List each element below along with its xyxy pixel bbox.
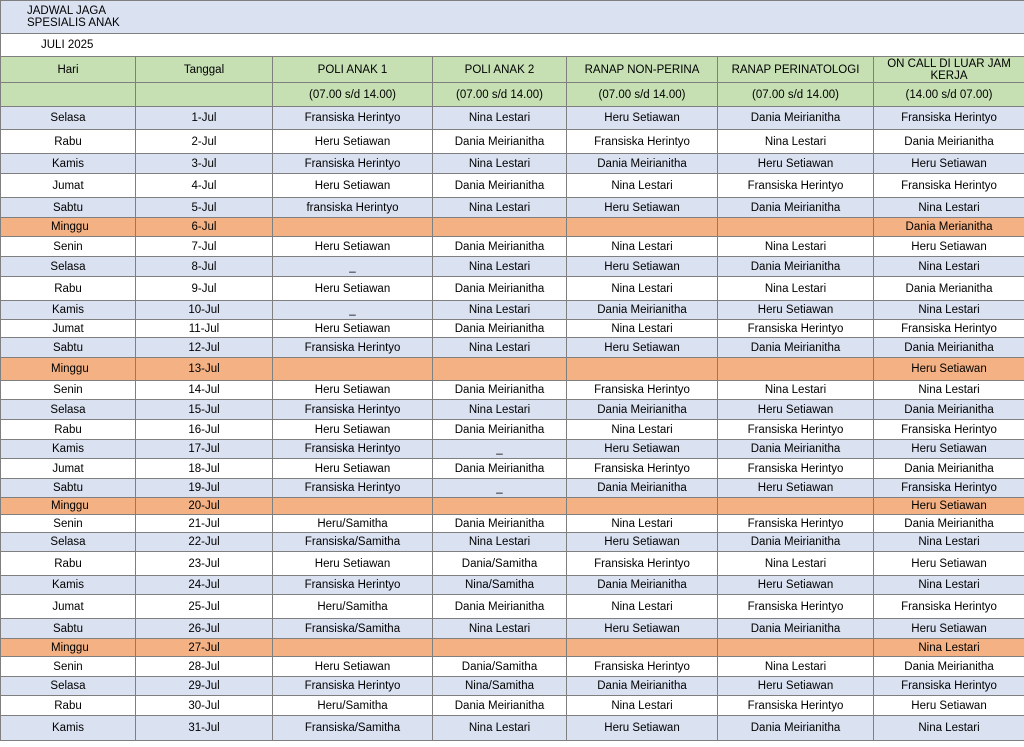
table-row	[1, 257, 1024, 277]
cell-poli-anak-2: Dania Meirianitha	[433, 595, 567, 619]
cell-poli-anak-2: Nina Lestari	[433, 257, 567, 277]
cell-ranap-perinatologi: Fransiska Herintyo	[718, 420, 874, 440]
cell-ranap-perinatologi: Fransiska Herintyo	[718, 515, 874, 533]
cell-ranap-perinatologi: Heru Setiawan	[718, 576, 874, 595]
cell-ranap-non-perina: Nina Lestari	[567, 320, 718, 338]
cell-day: Rabu	[1, 696, 136, 716]
cell-on-call: Nina Lestari	[874, 257, 1024, 277]
cell-date: 6-Jul	[136, 218, 273, 237]
table-row	[1, 154, 1024, 174]
cell-poli-anak-1: Heru Setiawan	[273, 657, 433, 677]
cell-on-call: Nina Lestari	[874, 576, 1024, 595]
cell-ranap-non-perina: Nina Lestari	[567, 595, 718, 619]
cell-on-call: Nina Lestari	[874, 381, 1024, 400]
cell-poli-anak-2: Dania Meirianitha	[433, 515, 567, 533]
table-row	[1, 677, 1024, 696]
cell-day: Jumat	[1, 459, 136, 479]
cell-on-call: Fransiska Herintyo	[874, 479, 1024, 498]
cell-date: 29-Jul	[136, 677, 273, 696]
cell-ranap-non-perina: Fransiska Herintyo	[567, 552, 718, 576]
cell-poli-anak-1	[273, 218, 433, 237]
cell-ranap-perinatologi: Heru Setiawan	[718, 301, 874, 320]
cell-on-call: Dania Meirianitha	[874, 130, 1024, 154]
cell-poli-anak-1: Heru/Samitha	[273, 696, 433, 716]
cell-on-call: Nina Lestari	[874, 301, 1024, 320]
cell-ranap-non-perina: Nina Lestari	[567, 515, 718, 533]
cell-date: 7-Jul	[136, 237, 273, 257]
cell-poli-anak-1: _	[273, 301, 433, 320]
table-row	[1, 400, 1024, 420]
cell-on-call: Heru Setiawan	[874, 358, 1024, 381]
cell-ranap-non-perina: Nina Lestari	[567, 420, 718, 440]
cell-poli-anak-2: Dania Meirianitha	[433, 381, 567, 400]
cell-ranap-perinatologi: Nina Lestari	[718, 552, 874, 576]
cell-poli-anak-1: Fransiska Herintyo	[273, 107, 433, 130]
cell-date: 15-Jul	[136, 400, 273, 420]
cell-on-call: Heru Setiawan	[874, 237, 1024, 257]
cell-poli-anak-2	[433, 498, 567, 515]
cell-day: Rabu	[1, 420, 136, 440]
cell-date: 2-Jul	[136, 130, 273, 154]
hours-poli-anak-2: (07.00 s/d 14.00)	[433, 83, 567, 107]
cell-date: 19-Jul	[136, 479, 273, 498]
cell-ranap-perinatologi: Dania Meirianitha	[718, 533, 874, 552]
cell-ranap-non-perina: Fransiska Herintyo	[567, 459, 718, 479]
cell-on-call: Heru Setiawan	[874, 498, 1024, 515]
cell-ranap-non-perina: Heru Setiawan	[567, 107, 718, 130]
table-row	[1, 320, 1024, 338]
cell-day: Minggu	[1, 358, 136, 381]
cell-date: 16-Jul	[136, 420, 273, 440]
cell-on-call: Dania Merianitha	[874, 218, 1024, 237]
cell-on-call: Heru Setiawan	[874, 619, 1024, 639]
cell-ranap-non-perina: Dania Meirianitha	[567, 479, 718, 498]
cell-day: Kamis	[1, 440, 136, 459]
cell-poli-anak-1: Heru Setiawan	[273, 459, 433, 479]
cell-poli-anak-2	[433, 639, 567, 657]
cell-poli-anak-2: Nina Lestari	[433, 716, 567, 741]
cell-poli-anak-2	[433, 358, 567, 381]
cell-poli-anak-2: Dania Meirianitha	[433, 420, 567, 440]
cell-poli-anak-1: Heru Setiawan	[273, 320, 433, 338]
cell-day: Senin	[1, 657, 136, 677]
cell-ranap-perinatologi: Heru Setiawan	[718, 154, 874, 174]
cell-on-call: Fransiska Herintyo	[874, 107, 1024, 130]
table-row	[1, 198, 1024, 218]
cell-poli-anak-2: Dania/Samitha	[433, 552, 567, 576]
cell-ranap-non-perina: Dania Meirianitha	[567, 677, 718, 696]
cell-date: 17-Jul	[136, 440, 273, 459]
hours-hari	[1, 83, 136, 107]
cell-poli-anak-2: Dania Meirianitha	[433, 237, 567, 257]
title-line-1: JADWAL JAGA	[27, 5, 107, 17]
cell-ranap-non-perina	[567, 358, 718, 381]
cell-day: Selasa	[1, 257, 136, 277]
cell-day: Minggu	[1, 639, 136, 657]
cell-poli-anak-1	[273, 639, 433, 657]
cell-ranap-non-perina: Fransiska Herintyo	[567, 657, 718, 677]
cell-ranap-non-perina: Fransiska Herintyo	[567, 130, 718, 154]
table-row	[1, 619, 1024, 639]
month-row	[1, 34, 1024, 57]
cell-poli-anak-2: Dania Meirianitha	[433, 130, 567, 154]
cell-poli-anak-1: Fransiska Herintyo	[273, 154, 433, 174]
cell-poli-anak-1: Fransiska Herintyo	[273, 479, 433, 498]
cell-ranap-non-perina	[567, 218, 718, 237]
cell-day: Senin	[1, 515, 136, 533]
cell-date: 12-Jul	[136, 338, 273, 358]
cell-day: Jumat	[1, 174, 136, 198]
cell-on-call: Dania Meirianitha	[874, 338, 1024, 358]
cell-on-call: Nina Lestari	[874, 639, 1024, 657]
cell-ranap-perinatologi: Dania Meirianitha	[718, 716, 874, 741]
cell-on-call: Dania Meirianitha	[874, 459, 1024, 479]
cell-ranap-perinatologi: Nina Lestari	[718, 381, 874, 400]
cell-on-call: Heru Setiawan	[874, 154, 1024, 174]
cell-ranap-perinatologi: Nina Lestari	[718, 130, 874, 154]
cell-ranap-non-perina: Nina Lestari	[567, 696, 718, 716]
cell-on-call: Dania Meirianitha	[874, 657, 1024, 677]
cell-ranap-perinatologi: Heru Setiawan	[718, 400, 874, 420]
cell-date: 23-Jul	[136, 552, 273, 576]
cell-day: Kamis	[1, 301, 136, 320]
cell-day: Senin	[1, 237, 136, 257]
cell-ranap-perinatologi: Fransiska Herintyo	[718, 320, 874, 338]
cell-on-call: Dania Meirianitha	[874, 400, 1024, 420]
cell-date: 14-Jul	[136, 381, 273, 400]
hours-tanggal	[136, 83, 273, 107]
hours-ranap-non-perina: (07.00 s/d 14.00)	[567, 83, 718, 107]
cell-ranap-non-perina: Heru Setiawan	[567, 338, 718, 358]
cell-date: 9-Jul	[136, 277, 273, 301]
header-tanggal: Tanggal	[136, 57, 273, 83]
table-row	[1, 301, 1024, 320]
cell-ranap-non-perina: Fransiska Herintyo	[567, 381, 718, 400]
cell-date: 3-Jul	[136, 154, 273, 174]
hours-on-call: (14.00 s/d 07.00)	[874, 83, 1024, 107]
cell-ranap-perinatologi: Heru Setiawan	[718, 479, 874, 498]
cell-day: Selasa	[1, 677, 136, 696]
cell-poli-anak-1: Fransiska Herintyo	[273, 440, 433, 459]
table-row	[1, 130, 1024, 154]
cell-ranap-non-perina: Nina Lestari	[567, 277, 718, 301]
table-row	[1, 696, 1024, 716]
cell-ranap-non-perina	[567, 639, 718, 657]
cell-poli-anak-1: Heru Setiawan	[273, 237, 433, 257]
cell-day: Selasa	[1, 533, 136, 552]
cell-ranap-perinatologi: Dania Meirianitha	[718, 338, 874, 358]
cell-poli-anak-2: Dania/Samitha	[433, 657, 567, 677]
cell-poli-anak-1: Heru Setiawan	[273, 277, 433, 301]
cell-on-call: Dania Meirianitha	[874, 515, 1024, 533]
cell-ranap-perinatologi: Nina Lestari	[718, 277, 874, 301]
cell-poli-anak-2: Nina Lestari	[433, 107, 567, 130]
cell-ranap-non-perina: Heru Setiawan	[567, 198, 718, 218]
table-row	[1, 218, 1024, 237]
header-hari: Hari	[1, 57, 136, 83]
cell-ranap-perinatologi: Fransiska Herintyo	[718, 696, 874, 716]
cell-poli-anak-2	[433, 218, 567, 237]
cell-day: Rabu	[1, 277, 136, 301]
hours-row	[1, 83, 1024, 107]
cell-day: Kamis	[1, 716, 136, 741]
cell-poli-anak-2: Nina Lestari	[433, 533, 567, 552]
cell-ranap-non-perina: Dania Meirianitha	[567, 400, 718, 420]
cell-ranap-non-perina: Nina Lestari	[567, 174, 718, 198]
table-row	[1, 358, 1024, 381]
cell-ranap-perinatologi: Dania Meirianitha	[718, 619, 874, 639]
cell-day: Jumat	[1, 320, 136, 338]
cell-date: 10-Jul	[136, 301, 273, 320]
cell-date: 1-Jul	[136, 107, 273, 130]
cell-on-call: Heru Setiawan	[874, 552, 1024, 576]
cell-date: 31-Jul	[136, 716, 273, 741]
table-row	[1, 381, 1024, 400]
cell-poli-anak-1: Fransiska/Samitha	[273, 533, 433, 552]
cell-ranap-perinatologi	[718, 358, 874, 381]
cell-ranap-perinatologi: Nina Lestari	[718, 657, 874, 677]
cell-poli-anak-1: Fransiska Herintyo	[273, 338, 433, 358]
cell-ranap-perinatologi: Dania Meirianitha	[718, 198, 874, 218]
cell-on-call: Fransiska Herintyo	[874, 320, 1024, 338]
cell-day: Sabtu	[1, 338, 136, 358]
cell-date: 22-Jul	[136, 533, 273, 552]
cell-day: Selasa	[1, 400, 136, 420]
cell-on-call: Fransiska Herintyo	[874, 174, 1024, 198]
cell-on-call: Nina Lestari	[874, 716, 1024, 741]
cell-date: 20-Jul	[136, 498, 273, 515]
cell-day: Kamis	[1, 576, 136, 595]
cell-ranap-perinatologi	[718, 218, 874, 237]
cell-ranap-perinatologi	[718, 498, 874, 515]
table-row	[1, 576, 1024, 595]
cell-on-call: Fransiska Herintyo	[874, 595, 1024, 619]
cell-day: Jumat	[1, 595, 136, 619]
cell-day: Senin	[1, 381, 136, 400]
cell-day: Sabtu	[1, 198, 136, 218]
cell-poli-anak-1: Fransiska Herintyo	[273, 677, 433, 696]
cell-poli-anak-2: Dania Meirianitha	[433, 277, 567, 301]
cell-poli-anak-2: Nina/Samitha	[433, 677, 567, 696]
table-row	[1, 277, 1024, 301]
cell-ranap-perinatologi: Dania Meirianitha	[718, 440, 874, 459]
cell-day: Rabu	[1, 552, 136, 576]
cell-day: Sabtu	[1, 479, 136, 498]
cell-poli-anak-2: Dania Meirianitha	[433, 696, 567, 716]
cell-poli-anak-2: Dania Meirianitha	[433, 459, 567, 479]
cell-date: 18-Jul	[136, 459, 273, 479]
cell-date: 30-Jul	[136, 696, 273, 716]
cell-ranap-perinatologi: Fransiska Herintyo	[718, 595, 874, 619]
sheet-title	[1, 1, 1024, 34]
table-row	[1, 498, 1024, 515]
header-poli-anak-2: POLI ANAK 2	[433, 57, 567, 83]
cell-ranap-perinatologi: Dania Meirianitha	[718, 107, 874, 130]
cell-ranap-non-perina: Heru Setiawan	[567, 619, 718, 639]
table-row	[1, 174, 1024, 198]
cell-poli-anak-2: _	[433, 440, 567, 459]
cell-ranap-non-perina: Dania Meirianitha	[567, 154, 718, 174]
cell-poli-anak-1: Heru/Samitha	[273, 515, 433, 533]
cell-poli-anak-2: Nina Lestari	[433, 301, 567, 320]
cell-date: 27-Jul	[136, 639, 273, 657]
cell-ranap-perinatologi: Fransiska Herintyo	[718, 174, 874, 198]
cell-poli-anak-1: fransiska Herintyo	[273, 198, 433, 218]
title-row	[1, 1, 1024, 34]
cell-poli-anak-1: Heru Setiawan	[273, 381, 433, 400]
cell-poli-anak-1: Fransiska/Samitha	[273, 716, 433, 741]
cell-date: 11-Jul	[136, 320, 273, 338]
cell-poli-anak-1: Fransiska Herintyo	[273, 576, 433, 595]
cell-poli-anak-2: Dania Meirianitha	[433, 320, 567, 338]
cell-day: Sabtu	[1, 619, 136, 639]
cell-ranap-perinatologi	[718, 639, 874, 657]
cell-poli-anak-1: Heru Setiawan	[273, 420, 433, 440]
cell-poli-anak-1: Heru Setiawan	[273, 174, 433, 198]
table-row	[1, 237, 1024, 257]
cell-on-call: Nina Lestari	[874, 533, 1024, 552]
table-row	[1, 459, 1024, 479]
table-row	[1, 107, 1024, 130]
cell-ranap-perinatologi: Heru Setiawan	[718, 677, 874, 696]
cell-ranap-non-perina: Heru Setiawan	[567, 257, 718, 277]
cell-poli-anak-1: _	[273, 257, 433, 277]
cell-date: 4-Jul	[136, 174, 273, 198]
cell-ranap-perinatologi: Dania Meirianitha	[718, 257, 874, 277]
cell-on-call: Heru Setiawan	[874, 696, 1024, 716]
title-line-2: SPESIALIS ANAK	[27, 17, 120, 29]
header-on-call: ON CALL DI LUAR JAM KERJA	[874, 57, 1024, 83]
cell-on-call: Dania Merianitha	[874, 277, 1024, 301]
table-row	[1, 533, 1024, 552]
cell-date: 5-Jul	[136, 198, 273, 218]
cell-poli-anak-1: Fransiska Herintyo	[273, 400, 433, 420]
cell-on-call: Nina Lestari	[874, 198, 1024, 218]
cell-ranap-non-perina: Heru Setiawan	[567, 716, 718, 741]
table-row	[1, 657, 1024, 677]
cell-ranap-perinatologi: Fransiska Herintyo	[718, 459, 874, 479]
cell-poli-anak-2: Nina Lestari	[433, 400, 567, 420]
header-row	[1, 57, 1024, 83]
table-row	[1, 440, 1024, 459]
cell-poli-anak-1	[273, 498, 433, 515]
cell-poli-anak-2: Nina Lestari	[433, 198, 567, 218]
cell-date: 13-Jul	[136, 358, 273, 381]
cell-poli-anak-2: Nina Lestari	[433, 154, 567, 174]
cell-date: 8-Jul	[136, 257, 273, 277]
cell-poli-anak-2: Nina Lestari	[433, 338, 567, 358]
cell-on-call: Fransiska Herintyo	[874, 677, 1024, 696]
cell-poli-anak-1: Heru Setiawan	[273, 130, 433, 154]
cell-ranap-non-perina: Dania Meirianitha	[567, 576, 718, 595]
cell-poli-anak-1: Heru Setiawan	[273, 552, 433, 576]
cell-poli-anak-2: _	[433, 479, 567, 498]
cell-date: 25-Jul	[136, 595, 273, 619]
cell-day: Rabu	[1, 130, 136, 154]
header-ranap-perinatologi: RANAP PERINATOLOGI	[718, 57, 874, 83]
cell-on-call: Fransiska Herintyo	[874, 420, 1024, 440]
cell-day: Minggu	[1, 218, 136, 237]
cell-poli-anak-2: Dania Meirianitha	[433, 174, 567, 198]
cell-poli-anak-2: Nina Lestari	[433, 619, 567, 639]
hours-poli-anak-1: (07.00 s/d 14.00)	[273, 83, 433, 107]
cell-poli-anak-1: Heru/Samitha	[273, 595, 433, 619]
cell-ranap-non-perina: Heru Setiawan	[567, 440, 718, 459]
cell-date: 24-Jul	[136, 576, 273, 595]
month-label: JULI 2025	[1, 34, 1024, 57]
table-row	[1, 639, 1024, 657]
cell-date: 26-Jul	[136, 619, 273, 639]
cell-ranap-non-perina: Dania Meirianitha	[567, 301, 718, 320]
table-row	[1, 479, 1024, 498]
table-row	[1, 338, 1024, 358]
cell-poli-anak-1: Fransiska/Samitha	[273, 619, 433, 639]
cell-ranap-non-perina	[567, 498, 718, 515]
header-poli-anak-1: POLI ANAK 1	[273, 57, 433, 83]
cell-day: Kamis	[1, 154, 136, 174]
cell-ranap-non-perina: Nina Lestari	[567, 237, 718, 257]
table-row	[1, 552, 1024, 576]
table-row	[1, 595, 1024, 619]
cell-poli-anak-1	[273, 358, 433, 381]
table-row	[1, 716, 1024, 741]
cell-date: 21-Jul	[136, 515, 273, 533]
hours-ranap-perinatologi: (07.00 s/d 14.00)	[718, 83, 874, 107]
cell-day: Selasa	[1, 107, 136, 130]
cell-day: Minggu	[1, 498, 136, 515]
cell-date: 28-Jul	[136, 657, 273, 677]
table-row	[1, 420, 1024, 440]
cell-poli-anak-2: Nina/Samitha	[433, 576, 567, 595]
cell-on-call: Heru Setiawan	[874, 440, 1024, 459]
table-row	[1, 515, 1024, 533]
header-ranap-non-perina: RANAP NON-PERINA	[567, 57, 718, 83]
cell-ranap-non-perina: Heru Setiawan	[567, 533, 718, 552]
cell-ranap-perinatologi: Nina Lestari	[718, 237, 874, 257]
